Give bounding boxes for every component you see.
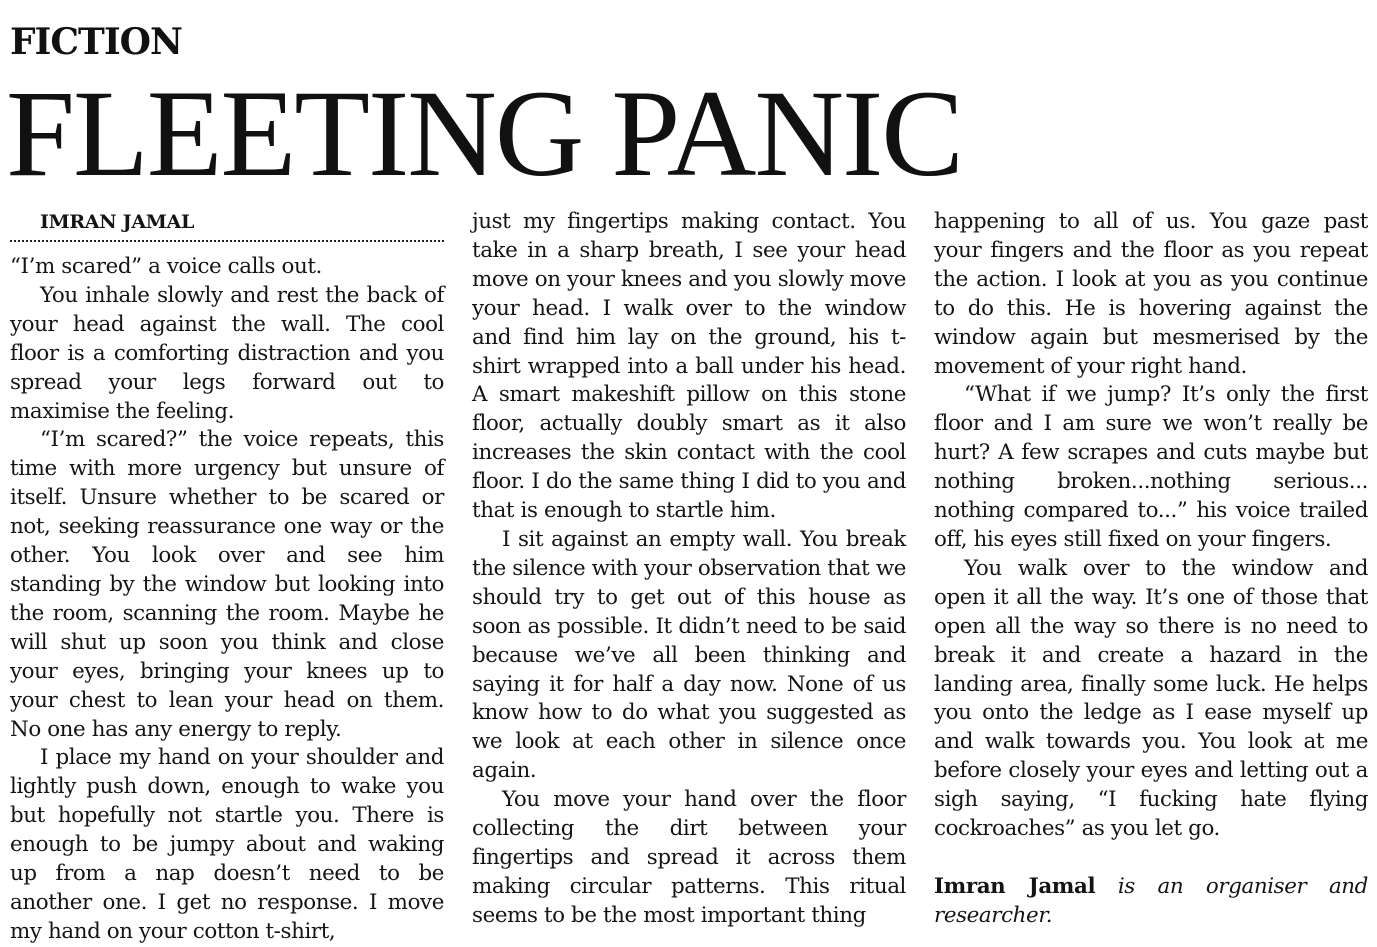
paragraph: You inhale slowly and rest the back of your head against the wall. The cool floor is a comforting distraction and you spread your legs forward out to maximise the feeling. [10, 282, 444, 424]
paragraph: You walk over to the window and open it all the way. It’s one of those that open all the way so there is no need to break it and create a hazard in the landing area, finally some luck. He helps you onto the ledge as I ease myself up and walk towards you. You look at me before closely your eyes and letting out a sigh saying, “I fucking hate flying cockroaches” as you let go. [934, 555, 1368, 842]
paragraph: “I’m scared” a voice calls out. [10, 254, 322, 279]
headline: FLEETING PANIC [6, 65, 963, 202]
byline-divider [10, 240, 444, 242]
author-note-name: Imran Jamal [934, 873, 1096, 899]
byline: IMRAN JAMAL [40, 211, 194, 233]
paragraph: You move your hand over the floor collecting the dirt between your fingertips and spread it across them making circular patterns. This ritual seems to be the most important thing [472, 787, 906, 928]
column-3 [934, 208, 1368, 931]
paragraph: I place my hand on your shoulder and lightly push down, enough to wake you but hopefully not startle you. There is enough to be jumpy about and waking up from a nap doesn’t need to be another one. I get no response. I move my hand on your cotton t-shirt, [10, 745, 444, 944]
section-label: FICTION [10, 21, 182, 63]
author-note [934, 873, 1368, 931]
paragraph: just my fingertips making contact. You take in a sharp breath, I see your head move on your knees and you slowly move your head. I walk over to the window and find him lay on the ground, his t-shirt wrapped into a ball under his head. A smart makeshift pillow on this stone floor, actually doubly smart as it also increases the skin contact with the cool floor. I do the same thing I did to you and that is enough to startle him. [472, 209, 906, 524]
author-note-description: is an organiser and researcher. [934, 873, 1368, 928]
paragraph: happening to all of us. You gaze past your fingers and the floor as you repeat the action. I look at you as you continue to do this. He is hovering against the window again but mesmerised by the movement of your right hand. [934, 209, 1368, 379]
column-2 [472, 208, 906, 931]
paragraph: I sit against an empty wall. You break the silence with your observation that we should try to get out of this house as soon as possible. It didn’t need to be said because we’ve all been thinking and saying it for half a day now. None of us know how to do what you suggested as we look at each other in silence once again. [472, 526, 906, 784]
paragraph: “What if we jump? It’s only the first floor and I am sure we won’t really be hurt? A few scrapes and cuts maybe but nothing broken...nothing serious... nothing compared to...” his voice trailed off, his eyes still fixed on your fingers. [934, 382, 1368, 552]
paragraph: “I’m scared?” the voice repeats, this time with more urgency but unsure of itself. Unsure whether to be scared or not, seeking reassurance one way or the other. You look over and see him standing by the window but looking into the room, scanning the room. Maybe he will shut up soon you think and close your eyes, bringing your knees up to your chest to lean your head on them. No one has any energy to reply. [10, 427, 444, 742]
column-1 [10, 208, 444, 947]
